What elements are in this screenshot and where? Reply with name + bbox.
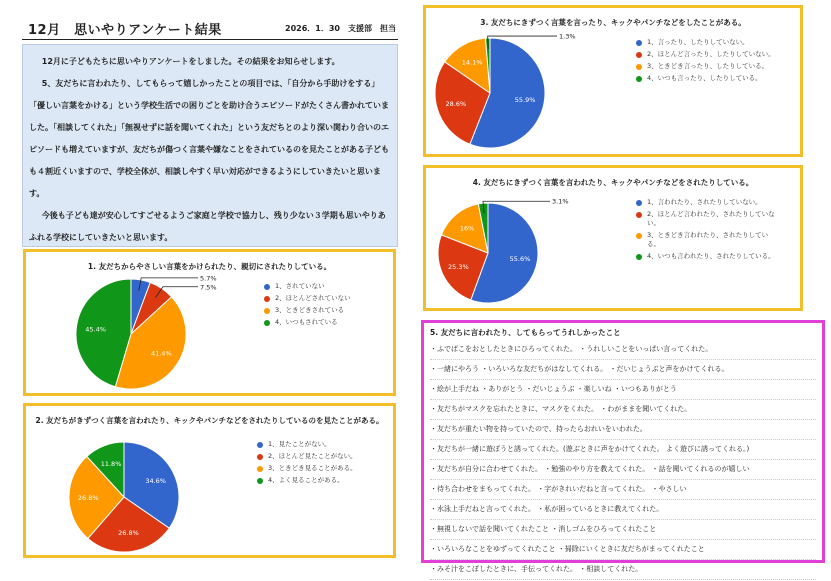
comment-row: ・絵が上手だね ・ありがとう ・だいじょうぶ ・楽しいね ・いつもありがとう xyxy=(430,380,816,400)
pie-slice-label: 28.6% xyxy=(445,99,467,108)
comment-row: ・友だちがマスクを忘れたときに、マスクをくれた。 ・わがままを聞いてくれた。 xyxy=(430,400,816,420)
chart-legend xyxy=(264,282,394,330)
legend-label: 2、ほとんど見たことがない。 xyxy=(268,452,357,460)
legend-item xyxy=(636,252,776,261)
legend-item xyxy=(636,210,776,228)
legend-item xyxy=(257,464,392,473)
chart-title: 3. 友だちにきずつく言葉を言ったり、キックやパンチなどをしたことがある。 xyxy=(480,18,746,27)
pie-slice-label: 5.7% xyxy=(200,274,217,283)
legend-item xyxy=(264,306,394,315)
intro-text-box xyxy=(22,44,398,247)
pie-slice-label: 14.1% xyxy=(461,58,483,67)
legend-item xyxy=(257,476,392,485)
chart-q1 xyxy=(23,249,396,396)
legend-swatch xyxy=(636,200,642,206)
legend-item xyxy=(257,452,392,461)
page-header xyxy=(22,18,398,40)
legend-item xyxy=(636,231,776,249)
comments-title: 5. 友だちに言われたり、してもらってうれしかったこと xyxy=(430,328,621,337)
legend-swatch xyxy=(257,454,263,460)
pie-slice-label: 41.4% xyxy=(150,349,172,358)
legend-label: 2、ほとんどされていない xyxy=(275,294,351,302)
legend-label: 1、されていない xyxy=(275,282,325,290)
comment-row: ・みそ汁をこぼしたときに、手伝ってくれた。 ・相談してくれた。 xyxy=(430,560,816,580)
comment-row: ・友だちが自分に合わせてくれた。 ・勉強のやり方を教えてくれた。 ・話を聞いてくれるのが嬉しい xyxy=(430,460,816,480)
chart-legend xyxy=(257,440,392,488)
legend-item xyxy=(636,38,776,47)
chart-legend xyxy=(636,198,776,264)
legend-label: 2、ほとんど言ったり、したりしていない。 xyxy=(647,50,775,58)
legend-label: 3、ときどき言われたり、されたりしている。 xyxy=(647,231,769,248)
chart-q2 xyxy=(23,403,396,558)
legend-swatch xyxy=(636,40,642,46)
legend-label: 4、いつも言ったり、したりしている。 xyxy=(647,74,762,82)
legend-item xyxy=(636,74,776,83)
pie-slice-label: 34.6% xyxy=(145,476,166,485)
legend-swatch xyxy=(264,308,270,314)
chart-legend xyxy=(636,38,776,86)
pie-slice-label: 16% xyxy=(459,224,475,233)
legend-swatch xyxy=(636,212,642,218)
legend-label: 4、よく見ることがある。 xyxy=(268,476,344,484)
legend-swatch xyxy=(636,233,642,239)
page-meta: 2026．1．30 支援部 担当 xyxy=(285,24,396,33)
comment-row: ・ふでばこをおとしたときにひろってくれた。 ・うれしいことをいっぱい言ってくれた。 xyxy=(430,340,816,360)
legend-label: 2、ほとんど言われたり、されたりしていない。 xyxy=(647,210,775,227)
legend-label: 1、言ったり、したりしていない。 xyxy=(647,38,749,46)
legend-swatch xyxy=(257,478,263,484)
legend-item xyxy=(257,440,392,449)
pie-slice-label: 11.8% xyxy=(100,460,122,469)
pie-slice-label: 55.9% xyxy=(514,96,536,105)
legend-swatch xyxy=(636,64,642,70)
chart-q3 xyxy=(423,5,803,157)
legend-swatch xyxy=(264,296,270,302)
comments-list xyxy=(430,340,816,580)
legend-item xyxy=(636,62,776,71)
comments-box xyxy=(421,320,825,573)
comment-row: ・友だちが重たい物を持っていたので、持ったらおれいをいわれた。 xyxy=(430,420,816,440)
comment-row: ・一緒にやろう ・いろいろな友だちがはなしてくれる。 ・だいじょうぶと声をかけてくれる。 xyxy=(430,360,816,380)
legend-label: 1、見たことがない。 xyxy=(268,440,331,448)
pie-slice-label: 25.3% xyxy=(448,262,469,271)
pie-slice-label: 26.8% xyxy=(118,528,139,537)
pie-slice-label: 55.6% xyxy=(509,255,531,264)
legend-item xyxy=(636,198,776,207)
legend-item xyxy=(636,50,776,59)
intro-paragraph: 12月に子どもたちに思いやりアンケートをしました。その結果をお知らせします。 xyxy=(41,57,340,66)
comment-row: ・友だちが一緒に遊ぼうと誘ってくれた。(遊ぶときに声をかけてくれた。 よく遊びに誘ってくれる。) xyxy=(430,440,816,460)
intro-paragraph: 5、友だちに言われたり、してもらって嬉しかったことの項目では、「自分から手助けをする」「優しい言葉をかける」という学校生活での困りごとを助け合うエピソードがたくさん書かれていました。「相談してくれた」「無視せずに話を聞いてくれた」という友だちとのより深い関わり合いのエピソードも増えていますが、友だちが傷つく言葉や嫌なことをされているのを見たことがある子どもも４割近くいますので、学校全体が、相談しやすく早い対応ができるようにしていきたいと思います。 xyxy=(29,79,389,198)
page-title: 12月 思いやりアンケート結果 xyxy=(28,23,222,38)
chart-title: 1. 友だちからやさしい言葉をかけられたり、親切にされたりしている。 xyxy=(87,262,332,271)
legend-swatch xyxy=(257,466,263,472)
legend-label: 4、いつも言われたり、されたりしている。 xyxy=(647,252,775,260)
chart-title: 4. 友だちにきずつく言葉を言われたり、キックやパンチなどをされたりしている。 xyxy=(472,178,754,187)
chart-q4 xyxy=(423,165,803,311)
pie-slice-label: 26.8% xyxy=(77,493,99,502)
legend-label: 1、言われたり、されたりしていない。 xyxy=(647,198,762,206)
comment-row: ・水泳上手だねと言ってくれた。 ・私が困っているときに教えてくれた。 xyxy=(430,500,816,520)
legend-item xyxy=(264,318,394,327)
comment-row: ・待ち合わせをまもってくれた。 ・字がきれいだねと言ってくれた。 ・やさしい xyxy=(430,480,816,500)
legend-label: 3、ときどき見ることがある。 xyxy=(268,464,357,472)
legend-item xyxy=(264,282,394,291)
legend-swatch xyxy=(636,52,642,58)
pie-slice-label: 7.5% xyxy=(200,283,217,292)
legend-swatch xyxy=(264,284,270,290)
legend-label: 3、ときどきされている xyxy=(275,306,345,314)
legend-swatch xyxy=(636,76,642,82)
legend-label: 4、いつもされている xyxy=(275,318,338,326)
comment-row: ・無視しないで話を聞いてくれたこと ・消しゴムをひろってくれたこと xyxy=(430,520,816,540)
pie-slice-label: 1.3% xyxy=(559,32,576,41)
comment-row: ・いろいろなことをゆずってくれたこと ・掃除にいくときに友だちがまってくれたこと xyxy=(430,540,816,560)
intro-paragraph: 今後も子ども達が安心してすごせるようご家庭と学校で協力し、残り少ない３学期も思いやりあふれる学校にしていきたいと思います。 xyxy=(29,211,386,242)
legend-swatch xyxy=(257,442,263,448)
legend-swatch xyxy=(264,320,270,326)
pie-slice-label: 3.1% xyxy=(552,197,569,206)
legend-label: 3、ときどき言ったり、したりしている。 xyxy=(647,62,769,70)
legend-item xyxy=(264,294,394,303)
chart-title: 2. 友だちがきずつく言葉を言われたり、キックやパンチなどをされたりしているのを見たことがある。 xyxy=(35,416,384,425)
pie-slice-label: 45.4% xyxy=(85,325,106,334)
legend-swatch xyxy=(636,254,642,260)
